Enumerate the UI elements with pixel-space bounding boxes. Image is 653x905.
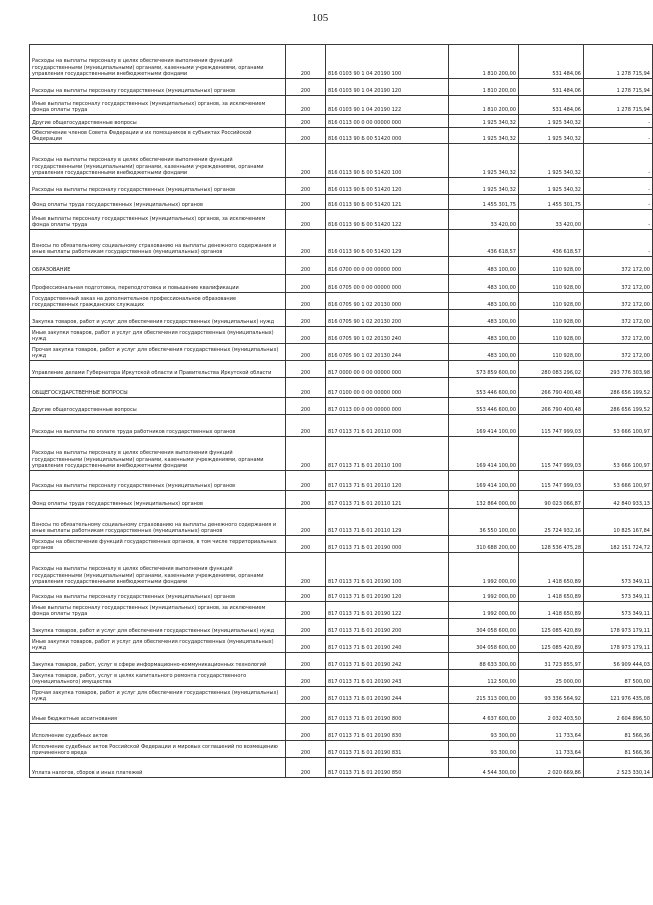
cell-code: 200 [286, 361, 326, 378]
cell-kbk: 817 0113 71 Б 01 20190 850 [326, 758, 449, 778]
cell-remaining: 10 825 167,84 [584, 509, 653, 536]
cell-code: 200 [286, 210, 326, 230]
cell-kbk: 817 0113 71 Б 01 20190 830 [326, 724, 449, 741]
cell-executed: 11 733,64 [519, 741, 584, 758]
cell-remaining: 87 500,00 [584, 670, 653, 687]
cell-executed: 11 733,64 [519, 724, 584, 741]
cell-remaining: 182 151 724,72 [584, 536, 653, 553]
cell-executed: 110 928,00 [519, 293, 584, 310]
cell-remaining: 1 278 715,94 [584, 79, 653, 96]
cell-approved: 1 925 340,32 [449, 178, 519, 195]
cell-remaining: 293 776 303,98 [584, 361, 653, 378]
cell-approved: 573 859 600,00 [449, 361, 519, 378]
cell-code: 200 [286, 670, 326, 687]
cell-code: 200 [286, 687, 326, 704]
cell-kbk: 816 0705 90 1 02 20130 000 [326, 293, 449, 310]
cell-code: 200 [286, 257, 326, 275]
cell-name: Расходы на выплаты персоналу государственных (муниципальных) органов [30, 79, 286, 96]
cell-executed: 2 032 403,50 [519, 704, 584, 724]
table-row [30, 96, 653, 115]
cell-kbk: 817 0113 71 Б 01 20190 000 [326, 536, 449, 553]
cell-remaining: 53 666 100,97 [584, 471, 653, 491]
cell-executed: 1 925 340,32 [519, 178, 584, 195]
cell-executed: 531 484,06 [519, 45, 584, 79]
cell-name: Другие общегосударственные вопросы [30, 115, 286, 128]
cell-code: 200 [286, 178, 326, 195]
cell-kbk: 816 0113 90 Б 00 51420 122 [326, 210, 449, 230]
cell-executed: 280 083 296,02 [519, 361, 584, 378]
cell-remaining: - [584, 115, 653, 128]
cell-approved: 1 925 340,32 [449, 115, 519, 128]
cell-kbk: 817 0113 71 Б 01 20190 242 [326, 653, 449, 670]
cell-remaining: - [584, 230, 653, 257]
cell-approved: 112 500,00 [449, 670, 519, 687]
cell-code: 200 [286, 378, 326, 398]
cell-executed: 115 747 999,03 [519, 415, 584, 437]
cell-name: Закупка товаров, работ и услуг для обеспечения государственных (муниципальных) нужд [30, 310, 286, 327]
cell-code: 200 [286, 491, 326, 509]
table-row [30, 128, 653, 144]
cell-code: 200 [286, 653, 326, 670]
cell-kbk: 817 0113 71 Б 01 20190 800 [326, 704, 449, 724]
cell-name: Расходы на выплаты по оплате труда работников государственных органов [30, 415, 286, 437]
cell-kbk: 816 0700 00 0 00 00000 000 [326, 257, 449, 275]
cell-executed: 266 790 400,48 [519, 378, 584, 398]
cell-remaining: 81 566,36 [584, 741, 653, 758]
cell-approved: 483 100,00 [449, 327, 519, 344]
table-row [30, 415, 653, 437]
cell-remaining: 1 278 715,94 [584, 45, 653, 79]
cell-remaining: - [584, 195, 653, 210]
cell-approved: 553 446 600,00 [449, 378, 519, 398]
cell-executed: 93 336 564,92 [519, 687, 584, 704]
table-row [30, 178, 653, 195]
cell-remaining: 573 349,11 [584, 602, 653, 619]
cell-name: Государственный заказ на дополнительное профессиональное образование государственных гражданских служащих [30, 293, 286, 310]
cell-remaining: 286 656 199,52 [584, 378, 653, 398]
cell-kbk: 816 0705 90 1 02 20130 240 [326, 327, 449, 344]
cell-name: Расходы на выплаты персоналу государственных (муниципальных) органов [30, 178, 286, 195]
cell-remaining: 2 604 896,50 [584, 704, 653, 724]
cell-name: Обеспечение членов Совета Федерации и их помощников в субъектах Российской Федерации [30, 128, 286, 144]
cell-code: 200 [286, 437, 326, 471]
cell-kbk: 817 0113 71 Б 01 20110 129 [326, 509, 449, 536]
table-row [30, 670, 653, 687]
cell-approved: 4 544 300,00 [449, 758, 519, 778]
cell-name: Исполнение судебных актов Российской Федерации и мировых соглашений по возмещению причиненного вреда [30, 741, 286, 758]
cell-approved: 483 100,00 [449, 275, 519, 293]
cell-name: Фонд оплаты труда государственных (муниципальных) органов [30, 195, 286, 210]
cell-approved: 310 688 200,00 [449, 536, 519, 553]
cell-name: Закупка товаров, работ, услуг в целях капитального ремонта государственного (муниципального) имущества [30, 670, 286, 687]
table-body [30, 45, 653, 778]
cell-name: Расходы на выплаты персоналу в целях обеспечения выполнения функций государственными (муниципальными) органами, казенными учреждениями, органами управления государственными внебюджетными фондами [30, 45, 286, 79]
cell-remaining: 372 172,00 [584, 257, 653, 275]
cell-name: Иные выплаты персоналу государственных (муниципальных) органов, за исключением фонда оплаты труда [30, 602, 286, 619]
cell-kbk: 817 0113 71 Б 01 20190 831 [326, 741, 449, 758]
cell-code: 200 [286, 704, 326, 724]
cell-code: 200 [286, 195, 326, 210]
cell-kbk: 817 0113 00 0 00 00000 000 [326, 398, 449, 415]
cell-code: 200 [286, 327, 326, 344]
cell-kbk: 816 0113 90 Б 00 51420 000 [326, 128, 449, 144]
table-row [30, 293, 653, 310]
cell-executed: 1 418 650,89 [519, 553, 584, 587]
table-row [30, 636, 653, 653]
cell-name: Исполнение судебных актов [30, 724, 286, 741]
cell-name: Расходы на выплаты персоналу в целях обеспечения выполнения функций государственными (муниципальными) органами, казенными учреждениями, органами управления государственными внебюджетными фондами [30, 553, 286, 587]
cell-code: 200 [286, 636, 326, 653]
cell-code: 200 [286, 758, 326, 778]
cell-executed: 128 536 475,28 [519, 536, 584, 553]
cell-code: 200 [286, 602, 326, 619]
cell-code: 200 [286, 536, 326, 553]
cell-executed: 25 000,00 [519, 670, 584, 687]
cell-approved: 1 925 340,32 [449, 128, 519, 144]
cell-approved: 169 414 100,00 [449, 471, 519, 491]
cell-remaining: - [584, 178, 653, 195]
cell-executed: 266 790 400,48 [519, 398, 584, 415]
cell-code: 200 [286, 293, 326, 310]
cell-name: Другие общегосударственные вопросы [30, 398, 286, 415]
cell-approved: 132 864 000,00 [449, 491, 519, 509]
cell-kbk: 817 0113 71 Б 01 20110 121 [326, 491, 449, 509]
cell-kbk: 817 0113 71 Б 01 20190 244 [326, 687, 449, 704]
cell-kbk: 816 0103 90 1 04 20190 120 [326, 79, 449, 96]
table-row [30, 378, 653, 398]
table-row [30, 758, 653, 778]
cell-kbk: 816 0103 90 1 04 20190 122 [326, 96, 449, 115]
cell-executed: 1 418 650,89 [519, 587, 584, 602]
table-row [30, 619, 653, 636]
cell-approved: 169 414 100,00 [449, 437, 519, 471]
table-row [30, 144, 653, 178]
cell-remaining: - [584, 128, 653, 144]
cell-approved: 169 414 100,00 [449, 415, 519, 437]
cell-approved: 436 618,57 [449, 230, 519, 257]
cell-kbk: 817 0113 71 Б 01 20190 243 [326, 670, 449, 687]
table-row [30, 398, 653, 415]
cell-kbk: 817 0113 71 Б 01 20190 120 [326, 587, 449, 602]
table-row [30, 361, 653, 378]
cell-remaining: 372 172,00 [584, 293, 653, 310]
cell-remaining: 372 172,00 [584, 310, 653, 327]
page-number: 105 [311, 12, 329, 24]
cell-name: Взносы по обязательному социальному страхованию на выплаты денежного содержания и иные выплаты работникам государственных (муниципальных) органов [30, 509, 286, 536]
table-row [30, 741, 653, 758]
cell-kbk: 817 0113 71 Б 01 20110 000 [326, 415, 449, 437]
cell-name: Иные закупки товаров, работ и услуг для обеспечения государственных (муниципальных) нужд [30, 327, 286, 344]
cell-executed: 25 724 932,16 [519, 509, 584, 536]
cell-name: Уплата налогов, сборов и иных платежей [30, 758, 286, 778]
cell-remaining: 53 666 100,97 [584, 437, 653, 471]
cell-executed: 125 085 420,89 [519, 636, 584, 653]
cell-name: Закупка товаров, работ, услуг в сфере информационно-коммуникационных технологий [30, 653, 286, 670]
cell-remaining: 178 973 179,11 [584, 636, 653, 653]
cell-kbk: 816 0113 90 Б 00 51420 129 [326, 230, 449, 257]
cell-approved: 483 100,00 [449, 310, 519, 327]
table-row [30, 536, 653, 553]
cell-executed: 1 925 340,32 [519, 144, 584, 178]
cell-approved: 483 100,00 [449, 293, 519, 310]
cell-kbk: 817 0113 71 Б 01 20190 240 [326, 636, 449, 653]
cell-name: Взносы по обязательному социальному страхованию на выплаты денежного содержания и иные выплаты работникам государственных (муниципальных) органов [30, 230, 286, 257]
cell-approved: 1 992 000,00 [449, 602, 519, 619]
cell-name: Расходы на выплаты персоналу в целях обеспечения выполнения функций государственными (муниципальными) органами, казенными учреждениями, органами управления государственными внебюджетными фондами [30, 437, 286, 471]
cell-code: 200 [286, 509, 326, 536]
cell-code: 200 [286, 415, 326, 437]
table-row [30, 509, 653, 536]
table-row [30, 653, 653, 670]
cell-executed: 33 420,00 [519, 210, 584, 230]
cell-code: 200 [286, 144, 326, 178]
cell-remaining: - [584, 144, 653, 178]
cell-remaining: 1 278 715,94 [584, 96, 653, 115]
cell-code: 200 [286, 741, 326, 758]
cell-kbk: 817 0113 71 Б 01 20110 120 [326, 471, 449, 491]
cell-executed: 110 928,00 [519, 327, 584, 344]
cell-name: Иные бюджетные ассигнования [30, 704, 286, 724]
cell-code: 200 [286, 344, 326, 361]
table-row [30, 344, 653, 361]
cell-approved: 93 300,00 [449, 741, 519, 758]
cell-remaining: 372 172,00 [584, 275, 653, 293]
cell-approved: 304 058 600,00 [449, 619, 519, 636]
cell-kbk: 816 0705 90 1 02 20130 244 [326, 344, 449, 361]
cell-remaining: 2 523 330,14 [584, 758, 653, 778]
cell-name: ОБРАЗОВАНИЕ [30, 257, 286, 275]
cell-name: Управление делами Губернатора Иркутской области и Правительства Иркутской области [30, 361, 286, 378]
table-row [30, 115, 653, 128]
cell-executed: 110 928,00 [519, 257, 584, 275]
cell-executed: 531 484,06 [519, 79, 584, 96]
table-row [30, 45, 653, 79]
cell-approved: 553 446 600,00 [449, 398, 519, 415]
cell-remaining: 372 172,00 [584, 327, 653, 344]
budget-execution-table [29, 44, 653, 778]
cell-executed: 2 020 669,86 [519, 758, 584, 778]
table-row [30, 437, 653, 471]
cell-approved: 1 810 200,00 [449, 45, 519, 79]
cell-executed: 110 928,00 [519, 275, 584, 293]
cell-name: Закупка товаров, работ и услуг для обеспечения государственных (муниципальных) нужд [30, 619, 286, 636]
cell-kbk: 817 0100 00 0 00 00000 000 [326, 378, 449, 398]
cell-code: 200 [286, 724, 326, 741]
cell-approved: 483 100,00 [449, 257, 519, 275]
cell-remaining: 372 172,00 [584, 344, 653, 361]
cell-kbk: 816 0113 00 0 00 00000 000 [326, 115, 449, 128]
cell-remaining: 81 566,36 [584, 724, 653, 741]
cell-remaining: 178 973 179,11 [584, 619, 653, 636]
cell-approved: 1 992 000,00 [449, 587, 519, 602]
cell-executed: 115 747 999,03 [519, 437, 584, 471]
cell-approved: 4 637 600,00 [449, 704, 519, 724]
cell-kbk: 817 0113 71 Б 01 20190 122 [326, 602, 449, 619]
cell-name: Профессиональная подготовка, переподготовка и повышение квалификации [30, 275, 286, 293]
cell-approved: 1 925 340,32 [449, 144, 519, 178]
cell-executed: 110 928,00 [519, 344, 584, 361]
cell-remaining: 286 656 199,52 [584, 398, 653, 415]
cell-approved: 1 810 200,00 [449, 96, 519, 115]
cell-remaining: 53 666 100,97 [584, 415, 653, 437]
cell-approved: 88 633 300,00 [449, 653, 519, 670]
cell-executed: 110 928,00 [519, 310, 584, 327]
cell-kbk: 817 0113 71 Б 01 20190 100 [326, 553, 449, 587]
table-row [30, 275, 653, 293]
cell-approved: 36 550 100,00 [449, 509, 519, 536]
cell-kbk: 816 0113 90 Б 00 51420 100 [326, 144, 449, 178]
cell-code: 200 [286, 128, 326, 144]
cell-executed: 115 747 999,03 [519, 471, 584, 491]
table-row [30, 327, 653, 344]
cell-code: 200 [286, 471, 326, 491]
cell-executed: 531 484,06 [519, 96, 584, 115]
table-row [30, 471, 653, 491]
cell-code: 200 [286, 96, 326, 115]
cell-code: 200 [286, 115, 326, 128]
cell-code: 200 [286, 619, 326, 636]
cell-remaining: 121 976 435,08 [584, 687, 653, 704]
table-row [30, 687, 653, 704]
cell-executed: 125 085 420,89 [519, 619, 584, 636]
cell-kbk: 816 0705 90 1 02 20130 200 [326, 310, 449, 327]
cell-kbk: 817 0000 00 0 00 00000 000 [326, 361, 449, 378]
cell-code: 200 [286, 275, 326, 293]
table-row [30, 210, 653, 230]
cell-executed: 90 023 066,87 [519, 491, 584, 509]
cell-name: Расходы на выплаты персоналу в целях обеспечения выполнения функций государственными (муниципальными) органами, казенными учреждениями, органами управления государственными внебюджетными фондами [30, 144, 286, 178]
cell-name: Иные выплаты персоналу государственных (муниципальных) органов, за исключением фонда оплаты труда [30, 210, 286, 230]
cell-kbk: 816 0113 90 Б 00 51420 121 [326, 195, 449, 210]
cell-name: Расходы на выплаты персоналу государственных (муниципальных) органов [30, 471, 286, 491]
cell-executed: 31 723 855,97 [519, 653, 584, 670]
cell-approved: 304 058 600,00 [449, 636, 519, 653]
cell-code: 200 [286, 45, 326, 79]
cell-remaining: 573 349,11 [584, 553, 653, 587]
cell-name: Прочая закупка товаров, работ и услуг для обеспечения государственных (муниципальных) нужд [30, 687, 286, 704]
cell-kbk: 816 0103 90 1 04 20190 100 [326, 45, 449, 79]
cell-name: ОБЩЕГОСУДАРСТВЕННЫЕ ВОПРОСЫ [30, 378, 286, 398]
table-row [30, 257, 653, 275]
cell-approved: 1 455 301,75 [449, 195, 519, 210]
cell-code: 200 [286, 398, 326, 415]
cell-remaining: 42 840 933,13 [584, 491, 653, 509]
table-row [30, 79, 653, 96]
cell-remaining: 56 909 444,03 [584, 653, 653, 670]
cell-approved: 93 300,00 [449, 724, 519, 741]
cell-remaining: - [584, 210, 653, 230]
cell-code: 200 [286, 79, 326, 96]
cell-name: Фонд оплаты труда государственных (муниципальных) органов [30, 491, 286, 509]
cell-name: Иные выплаты персоналу государственных (муниципальных) органов, за исключением фонда оплаты труда [30, 96, 286, 115]
table-row [30, 195, 653, 210]
cell-name: Расходы на выплаты персоналу государственных (муниципальных) органов [30, 587, 286, 602]
cell-kbk: 816 0113 90 Б 00 51420 120 [326, 178, 449, 195]
cell-kbk: 816 0705 00 0 00 00000 000 [326, 275, 449, 293]
cell-code: 200 [286, 587, 326, 602]
table-row [30, 602, 653, 619]
cell-approved: 1 992 000,00 [449, 553, 519, 587]
cell-kbk: 817 0113 71 Б 01 20190 200 [326, 619, 449, 636]
cell-name: Расходы на обеспечение функций государственных органов, в том числе территориальных органов [30, 536, 286, 553]
cell-name: Иные закупки товаров, работ и услуг для обеспечения государственных (муниципальных) нужд [30, 636, 286, 653]
cell-remaining: 573 349,11 [584, 587, 653, 602]
table-row [30, 310, 653, 327]
cell-executed: 1 418 650,89 [519, 602, 584, 619]
cell-approved: 483 100,00 [449, 344, 519, 361]
cell-executed: 1 925 340,32 [519, 128, 584, 144]
table-row [30, 704, 653, 724]
cell-code: 200 [286, 553, 326, 587]
cell-executed: 1 925 340,32 [519, 115, 584, 128]
cell-approved: 1 810 200,00 [449, 79, 519, 96]
table-row [30, 724, 653, 741]
cell-code: 200 [286, 310, 326, 327]
table-row [30, 230, 653, 257]
cell-code: 200 [286, 230, 326, 257]
cell-kbk: 817 0113 71 Б 01 20110 100 [326, 437, 449, 471]
table-row [30, 553, 653, 587]
cell-approved: 215 313 000,00 [449, 687, 519, 704]
table-row [30, 587, 653, 602]
table-row [30, 491, 653, 509]
cell-executed: 1 455 301,75 [519, 195, 584, 210]
cell-executed: 436 618,57 [519, 230, 584, 257]
cell-name: Прочая закупка товаров, работ и услуг для обеспечения государственных (муниципальных) нужд [30, 344, 286, 361]
cell-approved: 33 420,00 [449, 210, 519, 230]
